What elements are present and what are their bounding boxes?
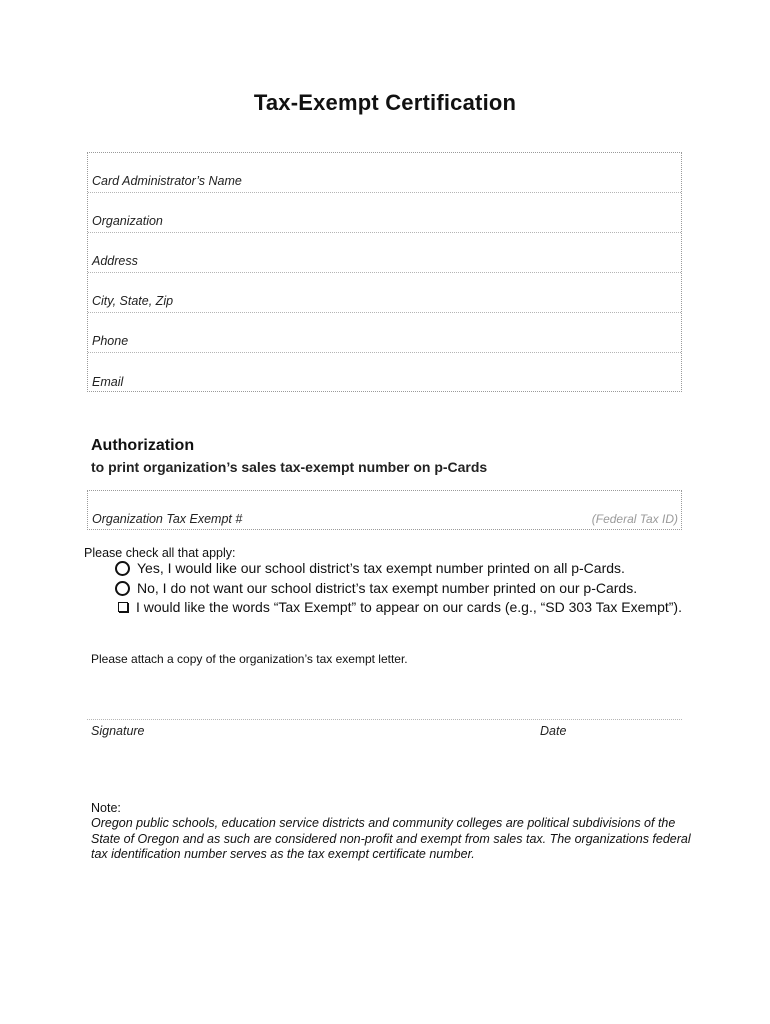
attach-letter-note: Please attach a copy of the organization’s tax exempt letter. xyxy=(91,652,408,666)
signature-field[interactable]: Signature xyxy=(91,724,145,738)
field-label: Card Administrator’s Name xyxy=(92,174,242,188)
field-label: Organization xyxy=(92,214,163,228)
federal-tax-id-hint: (Federal Tax ID) xyxy=(591,512,678,526)
option-label: Yes, I would like our school district’s tax exempt number printed on all p-Cards. xyxy=(137,560,625,576)
email-field[interactable] xyxy=(88,353,681,393)
note-heading: Note: xyxy=(91,801,121,815)
field-label: Email xyxy=(92,375,124,389)
option-tax-exempt-words[interactable] xyxy=(115,599,682,615)
radio-button-icon[interactable] xyxy=(115,561,130,576)
tax-exempt-label: Organization Tax Exempt # xyxy=(92,512,243,526)
address-field[interactable] xyxy=(88,233,681,273)
contact-fields-box xyxy=(87,152,682,392)
city-state-zip-field[interactable] xyxy=(88,273,681,313)
option-no-print-number[interactable] xyxy=(115,580,637,596)
note-body: Oregon public schools, education service districts and community colleges are political subdivisions of the State of Oregon and as such are considered non-profit and exempt from sales tax. The organizations federal tax identification number serves as the tax exempt certificate number. xyxy=(91,816,691,861)
page-title: Tax-Exempt Certification xyxy=(253,90,517,115)
check-instructions: Please check all that apply: xyxy=(84,546,236,560)
tax-exempt-number-field[interactable] xyxy=(87,490,682,530)
option-label: I would like the words “Tax Exempt” to appear on our cards (e.g., “SD 303 Tax Exempt”). xyxy=(136,599,682,615)
organization-field[interactable] xyxy=(88,193,681,233)
option-yes-print-number[interactable] xyxy=(115,560,625,576)
authorization-subheading: to print organization’s sales tax-exempt number on p-Cards xyxy=(91,459,488,475)
field-label: Phone xyxy=(92,334,129,348)
authorization-heading: Authorization xyxy=(91,437,195,454)
card-administrator-name-field[interactable] xyxy=(88,153,681,193)
option-label: No, I do not want our school district’s tax exempt number printed on our p-Cards. xyxy=(137,580,638,596)
date-field[interactable]: Date xyxy=(540,724,567,738)
radio-button-icon[interactable] xyxy=(115,581,130,596)
field-label: Address xyxy=(92,254,138,268)
signature-line xyxy=(87,719,682,720)
phone-field[interactable] xyxy=(88,313,681,353)
field-label: City, State, Zip xyxy=(92,294,174,308)
checkbox-icon[interactable] xyxy=(118,602,128,612)
